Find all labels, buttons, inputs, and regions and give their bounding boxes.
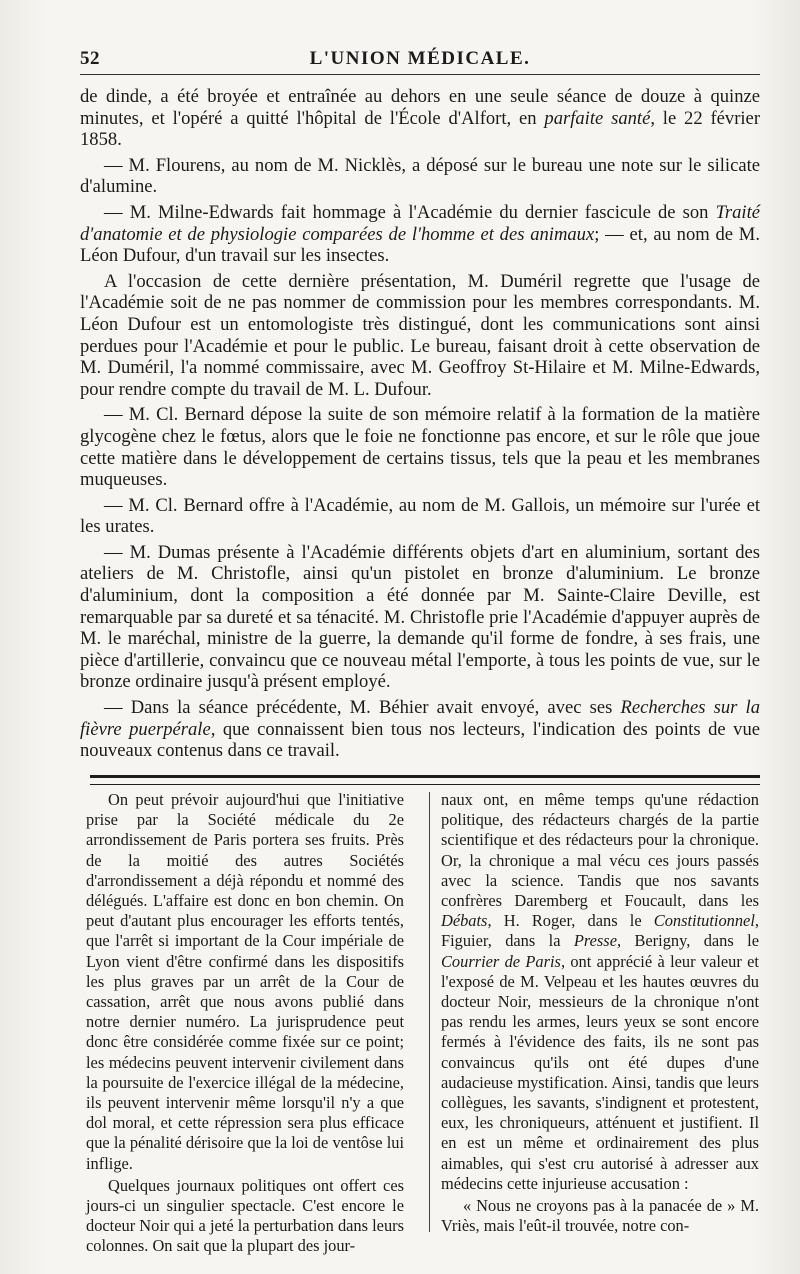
- paragraph: [441, 790, 759, 1194]
- italic-text: Recherches sur la fièvre puerpérale: [80, 697, 760, 740]
- italic-text: Courrier de Paris: [441, 951, 561, 971]
- paragraph: [80, 697, 760, 762]
- italic-text: Presse: [573, 931, 617, 951]
- right-column: [441, 790, 759, 1238]
- paragraph: — M. Flourens, au nom de M. Nicklès, a déposé sur le bureau une note sur le silicate d'alumine.: [80, 154, 760, 198]
- text: , Berigny, dans le: [616, 931, 759, 951]
- text: , H. Roger, dans le: [487, 911, 654, 931]
- paragraph: [80, 202, 760, 267]
- text: , Figuier, dans la: [441, 911, 759, 951]
- italic-text: parfaite santé: [544, 107, 651, 129]
- italic-text: Constitutionnel: [653, 911, 755, 931]
- paragraph: « Nous ne croyons pas à la panacée de » M. Vriès, mais l'eût-il trouvée, notre con-: [441, 1196, 759, 1236]
- text: naux ont, en même temps qu'une rédaction politique, des rédacteurs chargés de la partie scientifique et des rédacteurs pour la chronique. Or, la chronique a mal vécu ces jours passés avec la science. Tandis que nos savants confrères Daremberg et Foucault, dans les: [441, 790, 759, 911]
- paragraph: — M. Cl. Bernard offre à l'Académie, au nom de M. Gallois, un mémoire sur l'urée et les urates.: [80, 494, 760, 538]
- text: , que connaissent bien tous nos lecteurs, l'indication des points de vue nouveaux contenus dans ce travail.: [80, 718, 760, 762]
- paragraph: Quelques journaux politiques ont offert ces jours-ci un singulier spectacle. C'est encore le docteur Noir qui a jeté la perturbation dans leurs colonnes. On sait que la plupart des jour-: [86, 1175, 404, 1256]
- page-header: [80, 44, 760, 74]
- paragraph: A l'occasion de cette dernière présentation, M. Duméril regrette que l'usage de l'Académie soit de ne pas nommer de commission pour les membres correspondants. M. Léon Dufour est un entomologiste très distingué, dont les communications sont ainsi perdues pour l'Académie et pour le public. Le bureau, faisant droit à cette observation de M. Duméril, l'a nommé commissaire, avec M. Geoffroy St-Hilaire et M. Milne-Edwards, pour rendre compte du travail de M. L. Dufour.: [80, 270, 760, 400]
- text: ; — et, au nom de M. Léon Dufour, d'un travail sur les insectes.: [80, 223, 760, 267]
- text: , le 22 février 1858.: [80, 107, 761, 151]
- italic-text: Traité d'anatomie et de physiologie comparées de l'homme et des animaux: [80, 201, 760, 245]
- italic-text: Débats: [441, 911, 488, 931]
- section-rule: [90, 775, 760, 785]
- left-column: [86, 790, 404, 1259]
- paragraph: — M. Dumas présente à l'Académie différents objets d'art en aluminium, sortant des ateliers de M. Christofle, ainsi qu'un pistolet en bronze d'aluminium. Le bronze d'aluminium, dont la composition a été donnée par M. Sainte-Claire Deville, est remarquable par sa dureté et sa ténacité. M. Christofle prie l'Académie d'appuyer auprès de M. le maréchal, ministre de la guerre, la demande qu'il forme de fondre, à ses frais, une pièce d'artillerie, convaincu que ce nouveau métal l'emporte, à tous les points de vue, sur le bronze ordinaire jusqu'à présent employé.: [80, 541, 760, 693]
- paragraph: [80, 86, 760, 151]
- paragraph: — M. Cl. Bernard dépose la suite de son mémoire relatif à la formation de la matière glycogène chez le fœtus, alors que le foie ne fonctionne pas encore, et sur le rôle que joue cette matière dans le développement de certains tissus, tels que la peau et les membranes muqueuses.: [80, 404, 760, 491]
- text: — Dans la séance précédente, M. Béhier avait envoyé, avec ses: [104, 697, 621, 719]
- column-divider: [429, 792, 430, 1232]
- paragraph: On peut prévoir aujourd'hui que l'initiative prise par la Société médicale du 2e arrondissement de Paris portera ses fruits. Près de la moitié des autres Sociétés d'arrondissement a déjà répondu et nommé des délégués. L'affaire est donc en bon chemin. On peut d'autant plus encourager les efforts tentés, que l'arrêt si important de la Cour impériale de Lyon vient d'être confirmé dans les dispositifs les plus graves par un arrêt de la Cour de cassation, arrêt que nous avons publié dans notre dernier numéro. La jurisprudence peut donc être considérée comme fixée sur ce point; les médecins peuvent intervenir civilement dans la poursuite de l'exercice illégal de la médecine, ils peuvent intervenir même lorsqu'il n'y a que dol moral, et cette répression sera plus efficace que la pénalité dérisoire que la loi de ventôse lui inflige.: [86, 790, 404, 1173]
- header-rule: [80, 74, 760, 75]
- main-text: [80, 86, 760, 766]
- page-number: 52: [80, 48, 100, 69]
- running-title: L'UNION MÉDICALE.: [309, 48, 531, 69]
- text: de dinde, a été broyée et entraînée au dehors en une seule séance de douze à quinze minutes, et l'opéré a quitté l'hôpital de l'École d'Alfort, en: [80, 86, 760, 129]
- text: — M. Milne-Edwards fait hommage à l'Académie du dernier fascicule de son: [104, 201, 716, 223]
- text: , ont apprécié à leur valeur et l'exposé de M. Velpeau et les hautes œuvres du docteur Noir, messieurs de la chronique n'ont pas rendu les armes, leurs yeux se sont encore fermés à l'évidence des faits, ils ne sont pas convaincus qu'ils ont été dupes d'une audacieuse mystification. Ainsi, tandis que leurs collègues, les savants, s'indignent et protestent, eux, les chroniqueurs, atténuent et justifient. Il en est un même et ordinairement des plus aimables, qui s'est cru autorisé à adresser aux médecins cette injurieuse accusation :: [441, 951, 759, 1193]
